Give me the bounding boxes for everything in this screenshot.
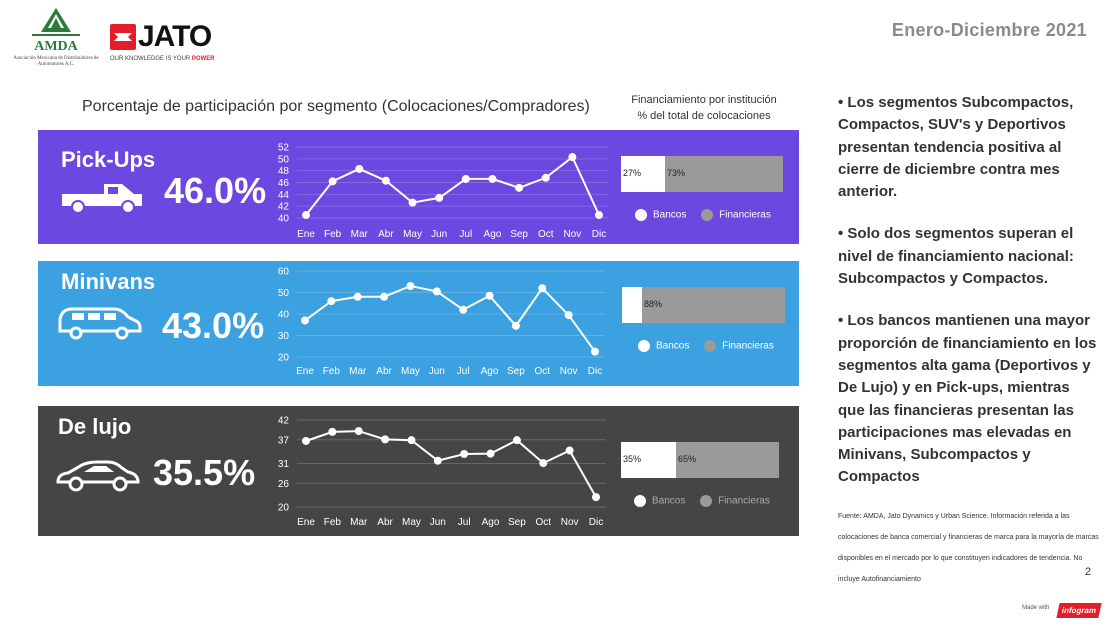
- data-point[interactable]: [407, 436, 415, 444]
- data-point[interactable]: [462, 175, 470, 183]
- x-tick-label: Sep: [507, 366, 525, 377]
- jato-wordmark: JATO: [138, 20, 212, 53]
- panel-pickups: [38, 130, 799, 244]
- x-tick-label: Jul: [459, 229, 473, 240]
- y-tick-label: 40: [277, 309, 289, 321]
- x-tick-label: Ene: [297, 229, 315, 240]
- y-tick-label: 20: [277, 352, 289, 364]
- data-point[interactable]: [302, 437, 310, 445]
- financieras-swatch-icon: [701, 209, 713, 221]
- data-point[interactable]: [459, 306, 467, 314]
- y-tick-label: 40: [277, 213, 289, 225]
- data-point[interactable]: [591, 348, 599, 356]
- x-tick-label: Mar: [349, 366, 367, 377]
- y-tick-label: 37: [277, 435, 289, 447]
- legend-bancos: Bancos: [638, 340, 689, 352]
- y-tick-label: 44: [277, 189, 289, 201]
- financing-title: [618, 92, 790, 124]
- financing-bar: [621, 442, 779, 478]
- financieras-swatch-icon: [704, 340, 716, 352]
- segment-name: Pick-Ups: [61, 147, 156, 172]
- data-point[interactable]: [381, 435, 389, 443]
- data-point[interactable]: [488, 175, 496, 183]
- data-point[interactable]: [592, 493, 600, 501]
- x-tick-label: Jul: [456, 366, 470, 377]
- y-tick-label: 48: [277, 166, 289, 178]
- amda-logo: [8, 6, 104, 72]
- x-tick-label: May: [402, 517, 421, 528]
- y-tick-label: 50: [277, 288, 289, 299]
- data-point[interactable]: [515, 184, 523, 192]
- x-tick-label: Ago: [481, 517, 500, 528]
- data-point[interactable]: [406, 282, 414, 290]
- financieras-share-label: 88%: [644, 299, 663, 309]
- x-tick-label: Mar: [350, 517, 368, 528]
- bancos-swatch-icon: [638, 340, 650, 352]
- x-tick-label: Feb: [323, 517, 341, 528]
- x-tick-label: Ago: [483, 229, 502, 240]
- panel-minivans: [38, 261, 799, 386]
- data-point[interactable]: [542, 174, 550, 182]
- x-tick-label: Oct: [535, 517, 552, 528]
- y-tick-label: 42: [277, 201, 289, 213]
- x-tick-label: Jul: [457, 517, 471, 528]
- data-point[interactable]: [512, 322, 520, 330]
- financing-bar: [621, 156, 783, 192]
- jato-logo: [110, 22, 230, 66]
- jato-emblem-icon: [110, 24, 136, 50]
- financieras-share-label: 65%: [678, 454, 697, 464]
- x-tick-label: Abr: [376, 366, 392, 377]
- segment-percentage: 46.0%: [164, 170, 267, 211]
- segment-percentage: 35.5%: [153, 452, 256, 493]
- data-point[interactable]: [434, 457, 442, 465]
- financieras-swatch-icon: [700, 495, 712, 507]
- data-point[interactable]: [301, 316, 309, 324]
- data-point[interactable]: [327, 297, 335, 305]
- y-tick-label: 42: [277, 415, 289, 427]
- data-point[interactable]: [409, 199, 417, 207]
- y-tick-label: 20: [277, 502, 289, 514]
- y-tick-label: 31: [277, 459, 289, 470]
- data-point[interactable]: [566, 446, 574, 454]
- y-tick-label: 52: [277, 142, 289, 154]
- data-point[interactable]: [355, 427, 363, 435]
- financing-legend: [638, 340, 786, 352]
- x-tick-label: Jun: [429, 517, 446, 528]
- bancos-share-label: 35%: [623, 454, 642, 464]
- series-line: [306, 431, 596, 497]
- chart-title: Porcentaje de participación por segmento (Colocaciones/Compradores): [82, 98, 590, 115]
- segment-percentage: 43.0%: [162, 305, 265, 346]
- data-point[interactable]: [568, 153, 576, 161]
- x-tick-label: Nov: [563, 229, 582, 240]
- panel-luxury: [38, 406, 799, 536]
- x-tick-label: Oct: [537, 229, 554, 240]
- financieras-share-label: 73%: [667, 168, 686, 178]
- x-tick-label: Ago: [480, 366, 499, 377]
- y-tick-label: 46: [277, 178, 289, 189]
- amda-wordmark: AMDA: [34, 39, 78, 54]
- x-tick-label: Mar: [350, 229, 368, 240]
- financing-bar: [622, 287, 785, 323]
- data-point[interactable]: [487, 450, 495, 458]
- x-tick-label: Dic: [591, 229, 607, 240]
- x-tick-label: Dic: [588, 517, 604, 528]
- infogram-badge[interactable]: infogram: [1056, 603, 1101, 618]
- x-tick-label: May: [401, 366, 420, 377]
- legend-bancos: Bancos: [635, 209, 686, 221]
- x-tick-label: Nov: [560, 517, 579, 528]
- minivans-line-chart: [38, 261, 799, 386]
- segment-name: De lujo: [58, 414, 132, 439]
- made-with-label: Made with: [1022, 605, 1050, 611]
- x-tick-label: Ene: [296, 366, 314, 377]
- legend-financieras: Financieras: [700, 495, 770, 507]
- y-tick-label: 50: [277, 154, 289, 166]
- financieras-bar-segment: [642, 287, 785, 323]
- segment-name: Minivans: [61, 269, 156, 294]
- data-point[interactable]: [433, 287, 441, 295]
- y-tick-label: 26: [277, 478, 289, 490]
- data-point[interactable]: [302, 211, 310, 219]
- data-point[interactable]: [354, 293, 362, 301]
- bancos-share-label: 27%: [623, 168, 642, 178]
- insights-list: [838, 92, 1100, 509]
- x-tick-label: Sep: [510, 229, 528, 240]
- financing-legend: [635, 209, 783, 221]
- x-tick-label: Sep: [508, 517, 526, 528]
- x-tick-label: May: [403, 229, 422, 240]
- financing-title-line2: % del total de colocaciones: [637, 110, 771, 122]
- data-point[interactable]: [435, 194, 443, 202]
- x-tick-label: Jun: [428, 366, 445, 377]
- x-tick-label: Ene: [297, 517, 315, 528]
- insight-item: • Solo dos segmentos superan el nivel de financiamiento nacional: Subcompactos y Compactos.: [838, 225, 1074, 288]
- data-point[interactable]: [460, 450, 468, 458]
- x-tick-label: Feb: [324, 229, 342, 240]
- insight-item: • Los segmentos Subcompactos, Compactos, SUV's y Deportivos presentan tendencia positiva al cierre de diciembre contra mes anterior.: [838, 94, 1074, 201]
- data-point[interactable]: [565, 311, 573, 319]
- legend-financieras: Financieras: [704, 340, 774, 352]
- x-tick-label: Jun: [431, 229, 448, 240]
- legend-financieras: Financieras: [701, 209, 771, 221]
- x-tick-label: Feb: [322, 366, 340, 377]
- data-point[interactable]: [382, 177, 390, 185]
- period-label: Enero-Diciembre 2021: [891, 20, 1087, 40]
- jato-tagline: OUR KNOWLEDGE IS YOUR POWER: [110, 56, 215, 62]
- legend-bancos: Bancos: [634, 495, 685, 507]
- data-point[interactable]: [538, 284, 546, 292]
- x-tick-label: Abr: [378, 229, 394, 240]
- data-point[interactable]: [595, 211, 603, 219]
- data-point[interactable]: [486, 292, 494, 300]
- financing-legend: [634, 495, 782, 507]
- x-tick-label: Nov: [559, 366, 578, 377]
- x-tick-label: Oct: [534, 366, 551, 377]
- y-tick-label: 30: [277, 331, 289, 342]
- x-tick-label: Abr: [377, 517, 393, 528]
- x-tick-label: Dic: [587, 366, 603, 377]
- data-point[interactable]: [355, 165, 363, 173]
- y-tick-label: 60: [277, 266, 289, 278]
- financing-title-line1: Financiamiento por institución: [631, 94, 777, 106]
- page-number: 2: [1085, 566, 1092, 578]
- data-point[interactable]: [328, 428, 336, 436]
- bancos-swatch-icon: [634, 495, 646, 507]
- bancos-swatch-icon: [635, 209, 647, 221]
- amda-caption: Asociación Mexicana de Distribuidores de Automotores A.C.: [13, 56, 99, 67]
- insight-item: • Los bancos mantienen una mayor proporción de financiamiento en los segmentos alta gama (Deportivos y De Lujo) y en Pick-ups, mientras que las financieras presentan las participaciones mas elevadas en Minivans, Subcompactos y Compactos: [838, 312, 1097, 486]
- data-point[interactable]: [380, 293, 388, 301]
- series-line: [305, 286, 595, 352]
- data-point[interactable]: [329, 177, 337, 185]
- data-point[interactable]: [513, 436, 521, 444]
- source-note: Fuente: AMDA, Jato Dynamics y Urban Science. Información referida a las colocaciones de banca comercial y financieras de marca para la mayoría de marcas disponibles en el mercado por lo que constituyen indicadores de tendencia. No incluye Autofinanciamiento: [838, 513, 1099, 583]
- data-point[interactable]: [539, 459, 547, 467]
- bancos-bar-segment: [622, 287, 642, 323]
